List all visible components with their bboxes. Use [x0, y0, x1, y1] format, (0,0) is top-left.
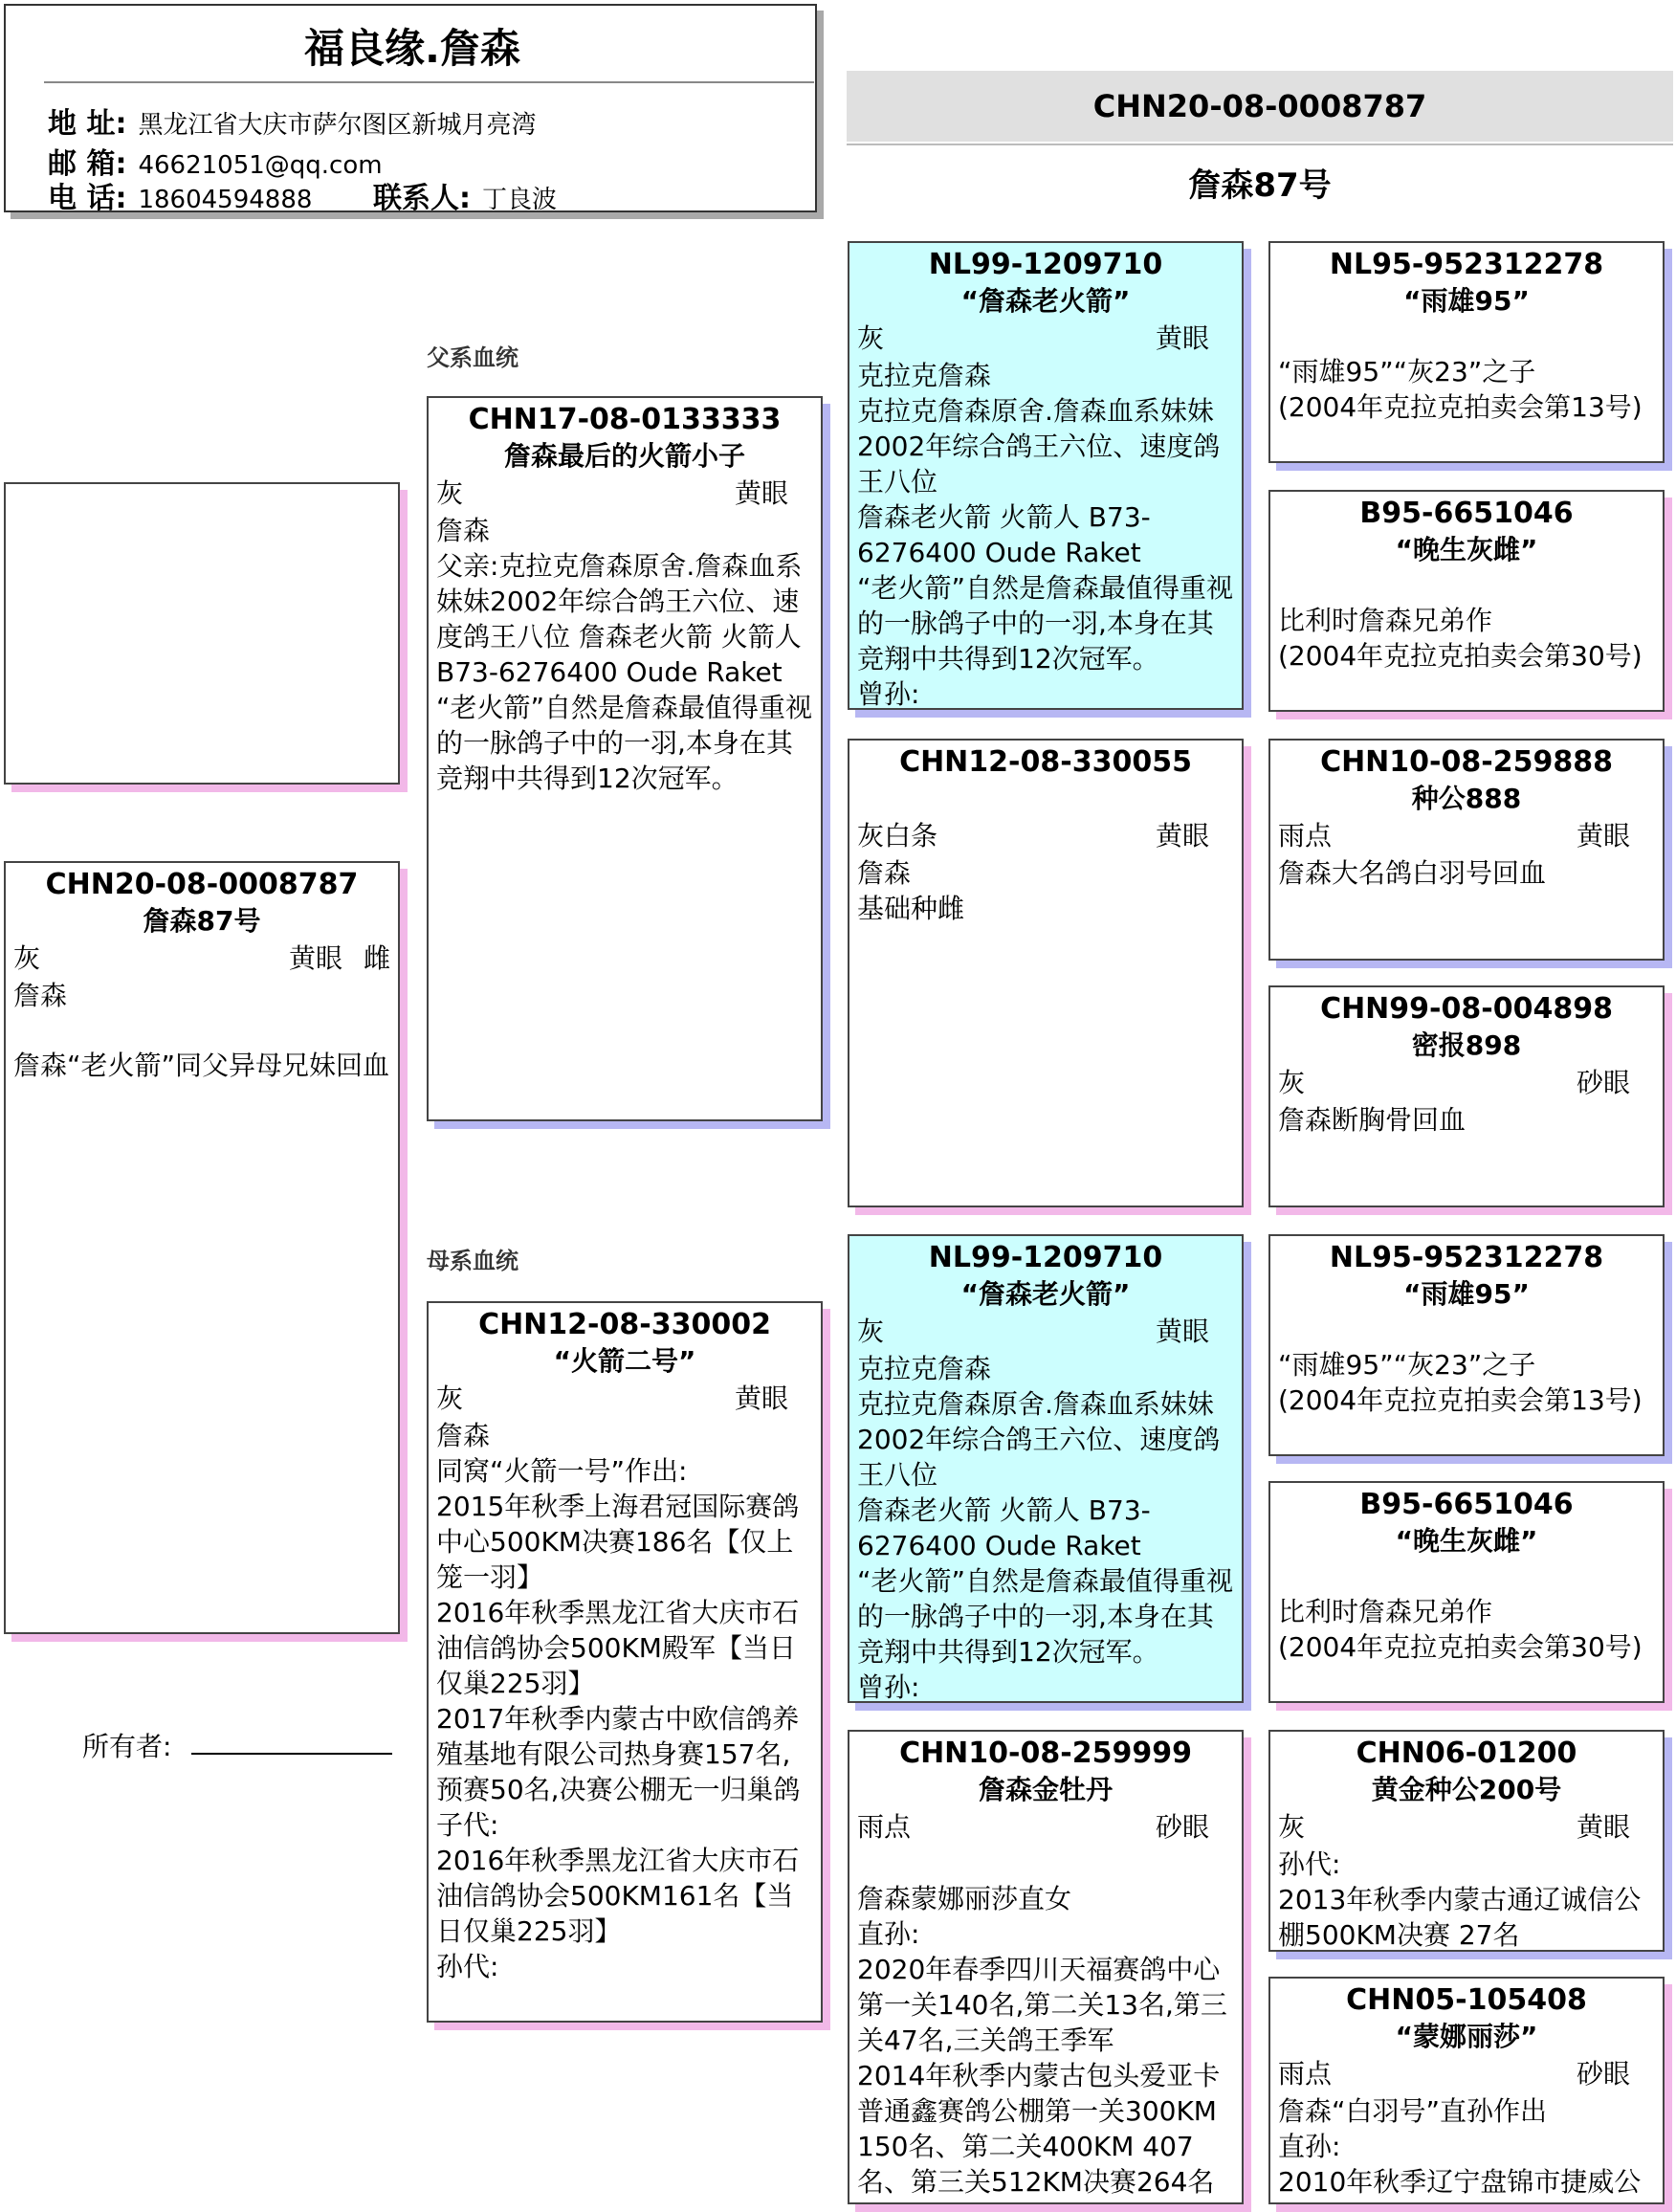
pigeon-name: 詹森87号	[143, 905, 261, 937]
pigeon-notes: 詹森“老火箭”同父异母兄妹回血	[13, 1050, 390, 1081]
feather-color: 灰	[1278, 1067, 1306, 1098]
traits-row	[849, 1808, 1242, 1847]
subject-ring-banner	[847, 71, 1673, 142]
feather-color: 灰白条	[857, 820, 938, 852]
ring-number: CHN12-08-330055	[899, 745, 1192, 779]
feather-color: 灰	[1278, 1811, 1306, 1843]
contact-value: 丁良波	[482, 186, 558, 214]
pigeon-name: “蒙娜丽莎”	[1395, 2021, 1538, 2052]
owner-signature-line	[191, 1753, 392, 1755]
ring-number: CHN06-01200	[1356, 1736, 1577, 1770]
pigeon-notes: 父亲:克拉克詹森原舍.詹森血系 妹妹2002年综合鸽王六位、速度鸽王八位 詹森老火箭 火箭人 B73-6276400 Oude Raket “老火箭”自然是詹森最值得重视的一脉鸽子中的一羽,本身在其竞翔中共得到12次冠军。	[436, 550, 813, 794]
address-label: 地 址:	[48, 107, 127, 141]
strain: 克拉克詹森	[857, 1353, 992, 1384]
pigeon-sire-dam-card	[848, 739, 1244, 1207]
ring-number: CHN99-08-004898	[1320, 992, 1613, 1026]
pigeon-name: “詹森老火箭”	[960, 1278, 1131, 1310]
eye-type: 黄眼	[288, 942, 342, 974]
phone-value: 18604594888	[138, 186, 313, 214]
ring-number: CHN20-08-0008787	[45, 868, 359, 901]
pigeon-notes: “雨雄95”“灰23”之子 (2004年克拉克拍卖会第13号)	[1278, 1349, 1643, 1416]
pigeon-name: 密报898	[1411, 1029, 1522, 1061]
traits-row	[429, 475, 821, 513]
pigeon-dsd-card	[1268, 1481, 1665, 1703]
email-value: 46621051@qq.com	[138, 151, 383, 180]
eye-type: 砂眼	[1576, 1067, 1630, 1098]
ring-number: CHN17-08-0133333	[468, 403, 782, 436]
eye-type: 黄眼	[734, 477, 788, 509]
strain: 克拉克詹森	[857, 360, 992, 391]
phone-label: 电 话:	[48, 182, 127, 215]
pigeon-notes: 同窝“火箭一号”作出: 2015年秋季上海君冠国际赛鸽中心500KM决赛186名【仅上笼一羽】 2016年秋季黑龙江省大庆市石油信鸽协会500KM殿军【当日仅巢225羽】 2017年秋季内蒙古中欧信鸽养殖基地有限公司热身赛157名,预赛50名,决赛公棚无一归巢鸽 子代: 2016年秋季黑龙江省大庆市石油信鸽协会500KM161名【当日仅巢225羽】 孙代:	[436, 1455, 801, 1982]
feather-color: 雨点	[1278, 820, 1333, 852]
owner-label: 所有者:	[82, 1731, 172, 1762]
pigeon-dss-card	[1268, 1234, 1665, 1456]
pigeon-name: “晚生灰雌”	[1395, 534, 1538, 565]
dam-line-label: 母系血统	[427, 1248, 518, 1274]
pigeon-notes: “雨雄95”“灰23”之子 (2004年克拉克拍卖会第13号)	[1278, 356, 1643, 423]
pigeon-notes: 詹森蒙娜丽莎直女 直孙: 2020年春季四川天福赛鸽中心第一关140名,第二关13名,第三关47名,三关鸽王季军 2014年秋季内蒙古包头爱亚卡普通鑫赛鸽公棚第一关300KM 150名、第二关400KM 407名、第三关512KM决赛264名	[857, 1883, 1227, 2198]
ring-number: NL95-952312278	[1329, 1241, 1604, 1274]
pigeon-sire-sire-card	[848, 241, 1244, 710]
pigeon-name: “詹森老火箭”	[960, 285, 1131, 317]
header-divider	[44, 81, 814, 83]
eye-type: 黄眼	[734, 1382, 788, 1414]
contact-row	[373, 174, 557, 216]
ring-number: NL95-952312278	[1329, 248, 1604, 281]
feather-color: 灰	[13, 942, 41, 974]
pigeon-notes: 克拉克詹森原舍.詹森血系妹妹2002年综合鸽王六位、速度鸽王八位 詹森老火箭 火箭人 B73-6276400 Oude Raket “老火箭”自然是詹森最值得重视的一脉鸽子中的一羽,本身在其竞翔中共得到12次冠军。 曾孙:	[857, 395, 1234, 710]
pigeon-self-card	[4, 861, 400, 1634]
feather-color: 灰	[857, 322, 885, 354]
pigeon-notes: 比利时詹森兄弟作 (2004年克拉克拍卖会第30号)	[1278, 605, 1643, 672]
pigeon-sss-card	[1268, 241, 1665, 463]
pigeon-notes: 詹森大名鸽白羽号回血	[1278, 857, 1547, 889]
pigeon-notes: 比利时詹森兄弟作 (2004年克拉克拍卖会第30号)	[1278, 1596, 1643, 1663]
traits-row	[1270, 817, 1663, 855]
breeder-title: 福良缘.詹森	[304, 25, 520, 72]
pigeon-ssd-card	[1268, 490, 1665, 712]
subject-divider	[847, 144, 1673, 145]
traits-row	[1270, 1064, 1663, 1102]
pigeon-name: 詹森最后的火箭小子	[503, 440, 745, 472]
pigeon-sds-card	[1268, 739, 1665, 961]
pigeon-sdd-card	[1268, 985, 1665, 1207]
feather-color: 灰	[436, 1382, 464, 1414]
pigeon-name: “雨雄95”	[1403, 1278, 1530, 1310]
traits-row	[849, 320, 1242, 358]
sire-line-label: 父系血统	[427, 344, 518, 371]
ring-number: NL99-1209710	[928, 1241, 1163, 1274]
ring-number: CHN12-08-330002	[478, 1308, 771, 1341]
photo-placeholder	[4, 482, 400, 785]
pigeon-dam-card	[427, 1301, 823, 2023]
sex: 雌	[363, 942, 390, 974]
pigeon-name: “晚生灰雌”	[1395, 1525, 1538, 1557]
traits-row	[429, 1380, 821, 1418]
traits-row	[849, 817, 1242, 855]
eye-type: 砂眼	[1576, 2058, 1630, 2090]
ring-number: CHN10-08-259999	[899, 1736, 1192, 1770]
eye-type: 黄眼	[1576, 1811, 1630, 1843]
subject-name: 詹森87号	[1188, 166, 1332, 205]
pigeon-dam-dam-card	[848, 1730, 1244, 2204]
eye-type: 砂眼	[1155, 1811, 1209, 1843]
pigeon-dam-sire-card	[848, 1234, 1244, 1703]
breeder-info-card	[4, 4, 817, 215]
traits-row	[1270, 1808, 1663, 1847]
feather-color: 雨点	[1278, 2058, 1333, 2090]
pigeon-dds-card	[1268, 1730, 1665, 1952]
pigeon-notes: 詹森“白羽号”直孙作出 直孙: 2010年秋季辽宁盘锦市捷威公	[1278, 2095, 1642, 2198]
address-value: 黑龙江省大庆市萨尔图区新城月亮湾	[138, 111, 537, 140]
ring-number: CHN05-105408	[1346, 1983, 1587, 2017]
ring-number: CHN10-08-259888	[1320, 745, 1613, 779]
traits-row	[849, 1313, 1242, 1351]
eye-type: 黄眼	[1155, 820, 1209, 852]
ring-number: B95-6651046	[1359, 1488, 1574, 1521]
pigeon-name: 种公888	[1411, 783, 1522, 814]
traits-row	[6, 940, 398, 978]
pigeon-name: 詹森金牡丹	[978, 1774, 1113, 1805]
pigeon-sire-card	[427, 396, 823, 1121]
strain: 詹森	[436, 1420, 491, 1451]
contact-label: 联系人:	[373, 182, 471, 215]
pigeon-name: 黄金种公200号	[1371, 1774, 1562, 1805]
email-label: 邮 箱:	[48, 147, 127, 181]
address-row	[48, 100, 536, 142]
pigeon-notes: 克拉克詹森原舍.詹森血系妹妹2002年综合鸽王六位、速度鸽王八位 詹森老火箭 火箭人 B73-6276400 Oude Raket “老火箭”自然是詹森最值得重视的一脉鸽子中的一羽,本身在其竞翔中共得到12次冠军。 曾孙:	[857, 1388, 1234, 1703]
pigeon-notes: 基础种雌	[857, 893, 965, 924]
pigeon-name	[849, 781, 1242, 817]
strain: 詹森	[13, 980, 68, 1011]
pigeon-ddd-card	[1268, 1977, 1665, 2204]
strain: 詹森	[857, 857, 912, 889]
ring-number: B95-6651046	[1359, 497, 1574, 530]
eye-type: 黄眼	[1155, 1316, 1209, 1347]
strain: 詹森	[436, 515, 491, 546]
subject-ring-number: CHN20-08-0008787	[1092, 88, 1427, 124]
pigeon-notes: 詹森断胸骨回血	[1278, 1104, 1466, 1136]
feather-color: 雨点	[857, 1811, 912, 1843]
pigeon-name: “雨雄95”	[1403, 285, 1530, 317]
feather-color: 灰	[857, 1316, 885, 1347]
traits-row	[1270, 2055, 1663, 2093]
eye-type: 黄眼	[1155, 322, 1209, 354]
feather-color: 灰	[436, 477, 464, 509]
eye-type: 黄眼	[1576, 820, 1630, 852]
ring-number: NL99-1209710	[928, 248, 1163, 281]
pigeon-name: “火箭二号”	[553, 1345, 696, 1377]
phone-row	[48, 174, 312, 216]
pigeon-notes: 孙代: 2013年秋季内蒙古通辽诚信公棚500KM决赛 27名	[1278, 1848, 1642, 1951]
